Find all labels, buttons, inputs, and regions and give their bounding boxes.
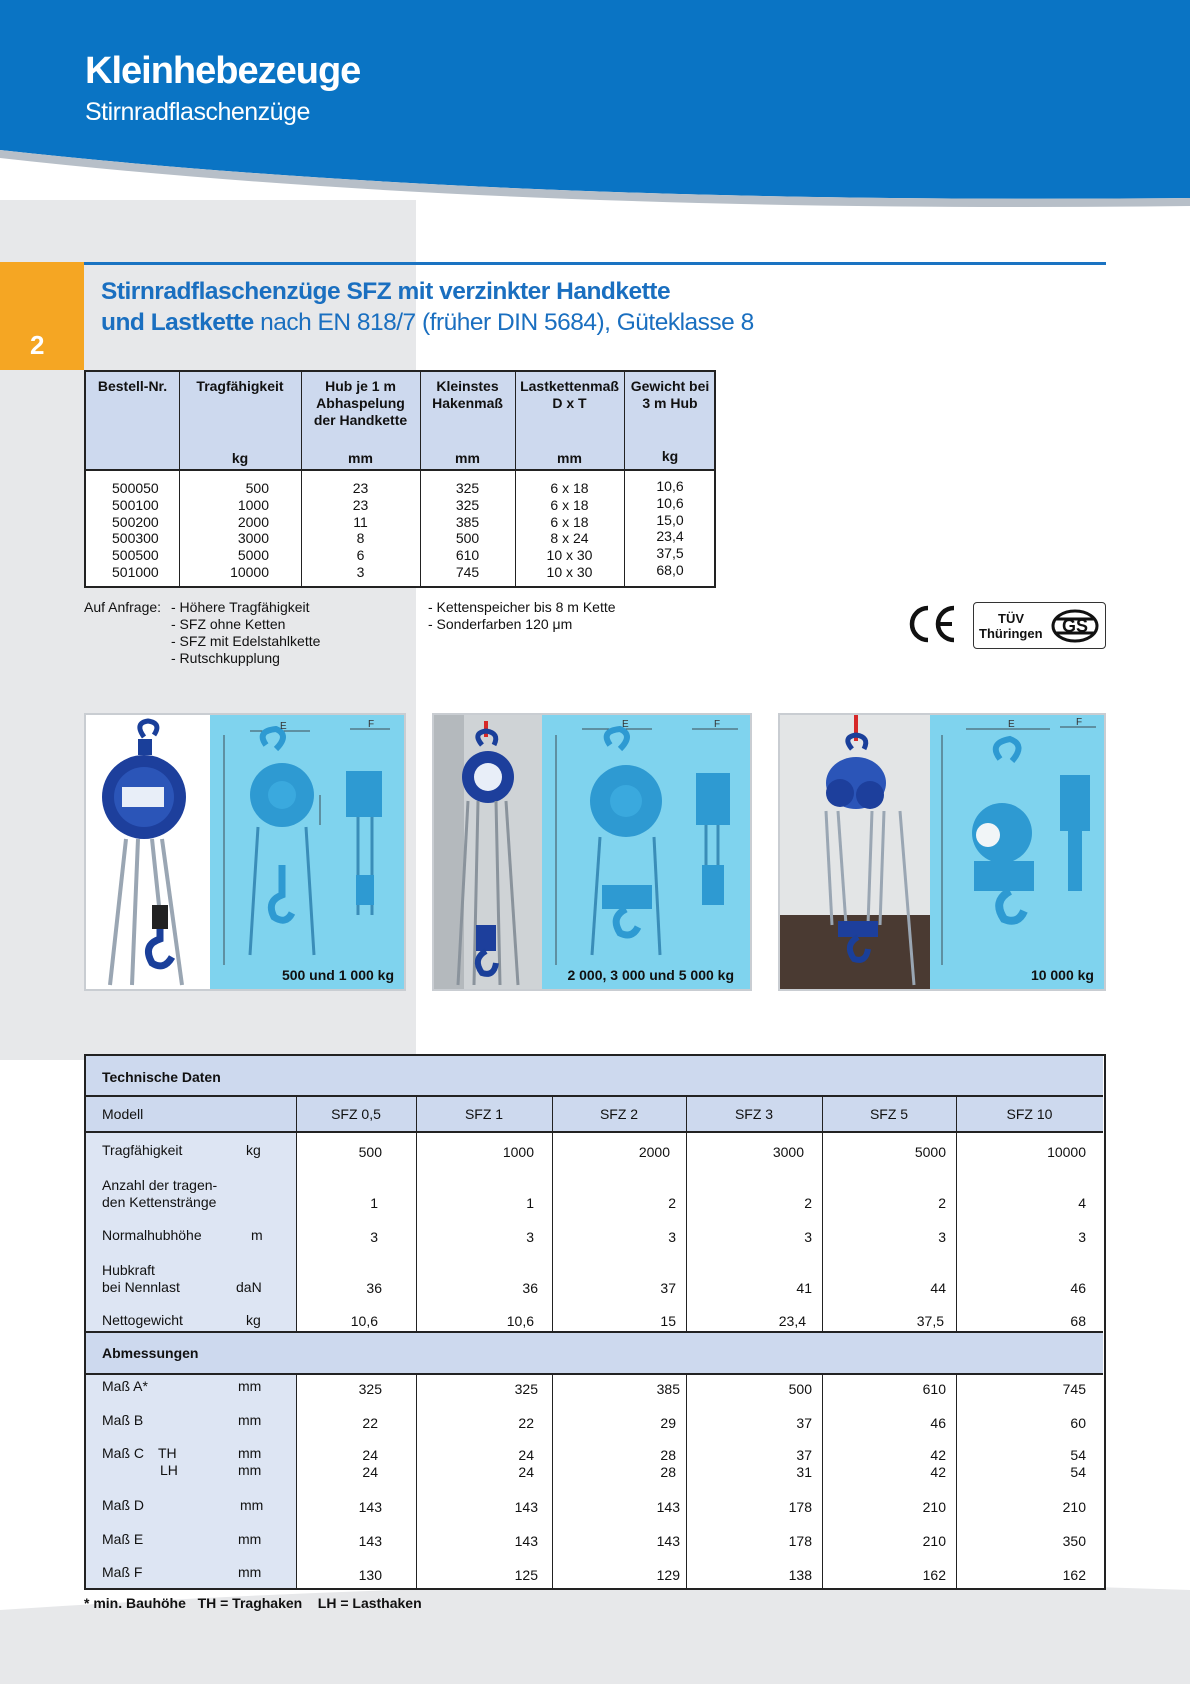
tuv-label: TÜV [998, 611, 1024, 626]
cell: 68 [1070, 1313, 1086, 1329]
model-header: SFZ 10 [1006, 1106, 1053, 1122]
section-rule [84, 262, 1106, 265]
row-unit: m [251, 1227, 263, 1243]
cell: 143 [656, 1499, 680, 1515]
col-hub [301, 480, 420, 581]
cell: 6 x 18 [550, 496, 589, 513]
cell: 129 [656, 1567, 680, 1583]
cell: 610 [455, 547, 480, 564]
unit-mm: mm [348, 450, 373, 466]
model-label: Modell [102, 1106, 144, 1122]
dims-title-band [86, 1333, 1103, 1373]
model-header: SFZ 2 [599, 1106, 639, 1122]
cell: 28 [660, 1447, 676, 1463]
cell: 10 x 30 [546, 547, 593, 564]
cell: 41 [796, 1280, 812, 1296]
svg-text:E: E [280, 721, 287, 732]
cell: 143 [358, 1499, 382, 1515]
col-tragfaehigkeit [179, 480, 269, 581]
tech-title-band [86, 1056, 1103, 1095]
row-unit: mm [238, 1378, 262, 1394]
row-unit: daN [236, 1279, 262, 1295]
cell: 745 [1062, 1381, 1086, 1397]
row-label: den Kettenstränge [102, 1194, 217, 1210]
cell: 385 [656, 1381, 680, 1397]
cell: 143 [514, 1533, 538, 1549]
cell: 28 [660, 1464, 676, 1480]
cell: 24 [362, 1464, 378, 1480]
cell: 6 [356, 547, 365, 564]
section-title [101, 276, 754, 338]
cell: 325 [514, 1381, 538, 1397]
image-caption: 10 000 kg [1030, 967, 1094, 983]
unit-kg: kg [661, 448, 679, 464]
cell: 143 [514, 1499, 538, 1515]
anfrage-list-right [428, 599, 616, 633]
cell: 8 x 24 [550, 530, 589, 547]
cell: 24 [518, 1447, 534, 1463]
cell: 29 [660, 1415, 676, 1431]
cell: 31 [796, 1464, 812, 1480]
cell: 4 [1078, 1195, 1086, 1211]
cell: 1000 [502, 1144, 534, 1160]
dimension-drawing-icon [542, 715, 750, 989]
cell: 162 [1062, 1567, 1086, 1583]
cell: 23,4 [656, 528, 684, 545]
tuv-gs-badge [973, 602, 1106, 649]
section-title-line1: Stirnradflaschenzüge SFZ mit verzinkter Handkette [101, 278, 671, 305]
row-label: Normalhubhöhe [102, 1227, 202, 1243]
col-gewicht [624, 478, 716, 579]
cell: 745 [455, 563, 480, 580]
row-sublabel: LH [160, 1462, 178, 1478]
product-image-small [84, 713, 406, 991]
row-unit: mm [238, 1445, 262, 1461]
cell: 46 [930, 1415, 946, 1431]
footnote: * min. Bauhöhe TH = Traghaken LH = Lasthaken [84, 1595, 422, 1611]
cell: 500500 [112, 547, 159, 564]
cell: 10,6 [350, 1313, 378, 1329]
header-bestellnr: Bestell-Nr. [97, 378, 168, 394]
cell: 10000 [1047, 1144, 1086, 1160]
anfrage-list-left [171, 599, 320, 667]
cell: 2000 [638, 1144, 670, 1160]
cell: 10000 [230, 563, 269, 580]
row-label: bei Nennlast [102, 1279, 180, 1295]
cell: 54 [1070, 1464, 1086, 1480]
cell: 1000 [237, 496, 269, 513]
anfrage-label: Auf Anfrage: [84, 599, 162, 615]
gs-seal-icon [1049, 607, 1101, 645]
row-unit: kg [246, 1142, 261, 1158]
cell: 44 [930, 1280, 946, 1296]
image-caption: 500 und 1 000 kg [281, 967, 394, 983]
hoist-photo-icon [434, 715, 542, 989]
cell: 37,5 [656, 545, 684, 562]
chapter-tab [0, 262, 84, 370]
header-hub: Hub je 1 m Abhaspelung der Handkette [313, 378, 408, 428]
cell: 68,0 [656, 561, 684, 578]
model-header: SFZ 5 [869, 1106, 909, 1122]
cell: 5000 [914, 1144, 946, 1160]
unit-mm: mm [455, 450, 480, 466]
cell: 500 [358, 1144, 382, 1160]
cell: 22 [518, 1415, 534, 1431]
cell: 3 [370, 1229, 378, 1245]
col-hakenmass [420, 480, 515, 581]
cell: 500 [455, 530, 480, 547]
cell: 42 [930, 1447, 946, 1463]
dims-title: Abmessungen [102, 1345, 199, 1361]
cell: 610 [922, 1381, 946, 1397]
svg-text:E: E [1008, 719, 1015, 730]
col-bestellnr [112, 480, 159, 581]
cell: 10,6 [506, 1313, 534, 1329]
row-unit: mm [238, 1531, 262, 1547]
cell: 37 [796, 1415, 812, 1431]
cell: 500050 [112, 480, 159, 496]
header-lastkettenmass: Lastkettenmaß D x T [520, 378, 619, 411]
cell: 500 [245, 480, 269, 496]
cell: 24 [518, 1464, 534, 1480]
cell: 10 x 30 [546, 563, 593, 580]
cell: 10,6 [656, 494, 684, 511]
cell: 500 [788, 1381, 812, 1397]
cell: 3 [668, 1229, 676, 1245]
col-lastkettenmass [515, 480, 624, 581]
list-item: - SFZ ohne Ketten [171, 616, 286, 632]
cell: 138 [788, 1567, 812, 1583]
row-label: Maß D [102, 1497, 144, 1513]
cell: 2 [938, 1195, 946, 1211]
tech-data-table [84, 1054, 1106, 1590]
row-sublabel: TH [158, 1445, 177, 1461]
row-label: Maß B [102, 1412, 144, 1428]
list-item: - SFZ mit Edelstahlkette [171, 633, 321, 649]
header-gewicht: Gewicht bei 3 m Hub [630, 378, 710, 411]
cell: 8 [356, 530, 365, 547]
page-number: 2 [30, 330, 45, 360]
svg-text:E: E [622, 719, 629, 730]
cell: 2 [668, 1195, 676, 1211]
cell: 23 [352, 496, 369, 513]
svg-text:F: F [368, 719, 375, 730]
tech-title: Technische Daten [102, 1069, 221, 1085]
cell: 385 [455, 513, 480, 530]
row-label: Anzahl der tragen- [102, 1177, 218, 1193]
cell: 210 [922, 1533, 946, 1549]
cell: 2000 [237, 513, 269, 530]
row-unit: mm [240, 1497, 264, 1513]
row-label: Maß F [102, 1564, 143, 1580]
section-title-line2-bold: und Lastkette [101, 309, 254, 336]
cell: 500300 [112, 530, 159, 547]
cell: 3 [356, 563, 365, 580]
ce-mark-icon [908, 604, 958, 644]
row-label: Hubkraft [102, 1262, 155, 1278]
cell: 162 [922, 1567, 946, 1583]
cell: 23 [352, 480, 369, 496]
svg-text:F: F [714, 719, 721, 730]
image-caption: 2 000, 3 000 und 5 000 kg [567, 967, 734, 983]
cell: 325 [455, 496, 480, 513]
cell: 2 [804, 1195, 812, 1211]
product-image-medium [432, 713, 752, 991]
cell: 143 [358, 1533, 382, 1549]
cell: 6 x 18 [550, 513, 589, 530]
hoist-photo-icon [86, 715, 210, 989]
cell: 54 [1070, 1447, 1086, 1463]
cell: 10,6 [656, 478, 684, 494]
cell: 501000 [112, 563, 159, 580]
list-item: - Höhere Tragfähigkeit [171, 599, 310, 615]
tuv-label-city: Thüringen [979, 626, 1043, 641]
section-title-line2-rest: nach EN 818/7 (früher DIN 5684), Güteklasse 8 [253, 309, 754, 336]
cell: 3000 [237, 530, 269, 547]
list-item: - Kettenspeicher bis 8 m Kette [428, 599, 616, 615]
cell: 37 [660, 1280, 676, 1296]
cell: 1 [526, 1195, 534, 1211]
row-label: Maß A* [102, 1378, 148, 1394]
model-header: SFZ 0,5 [331, 1106, 381, 1122]
hoist-photo-icon [780, 715, 930, 989]
product-table [84, 370, 716, 588]
header-hakenmass: Kleinstes Hakenmaß [432, 378, 503, 411]
unit-mm: mm [557, 450, 582, 466]
cell: 350 [1062, 1533, 1086, 1549]
cell: 22 [362, 1415, 378, 1431]
cell: 42 [930, 1464, 946, 1480]
dimension-drawing-icon [210, 715, 404, 989]
svg-text:F: F [1076, 717, 1083, 728]
header-tragfaehigkeit: Tragfähigkeit [196, 378, 284, 394]
cell: 125 [514, 1567, 538, 1583]
list-item: - Rutschkupplung [171, 650, 280, 666]
cell: 3 [938, 1229, 946, 1245]
cell: 325 [358, 1381, 382, 1397]
cell: 210 [922, 1499, 946, 1515]
cell: 500100 [112, 496, 159, 513]
cell: 37 [796, 1447, 812, 1463]
product-image-large [778, 713, 1106, 991]
cell: 130 [358, 1567, 382, 1583]
cell: 1 [370, 1195, 378, 1211]
cell: 143 [656, 1533, 680, 1549]
model-header: SFZ 1 [464, 1106, 504, 1122]
row-unit: mm [238, 1564, 262, 1580]
cell: 60 [1070, 1415, 1086, 1431]
cell: 3 [1078, 1229, 1086, 1245]
cell: 24 [362, 1447, 378, 1463]
row-label: Tragfähigkeit [102, 1142, 183, 1158]
cell: 46 [1070, 1280, 1086, 1296]
cell: 178 [788, 1499, 812, 1515]
row-unit: mm [238, 1412, 262, 1428]
page-subtitle: Stirnradflaschenzüge [85, 98, 310, 126]
cell: 11 [353, 513, 368, 530]
cell: 15,0 [656, 511, 684, 528]
cell: 36 [366, 1280, 382, 1296]
cell: 210 [1062, 1499, 1086, 1515]
unit-kg: kg [231, 450, 249, 466]
cell: 36 [522, 1280, 538, 1296]
row-unit: kg [246, 1312, 261, 1328]
cell: 178 [788, 1533, 812, 1549]
row-label: Maß C [102, 1445, 144, 1461]
dimension-drawing-icon [930, 715, 1104, 989]
list-item: - Sonderfarben 120 μm [428, 616, 573, 632]
row-label: Maß E [102, 1531, 144, 1547]
cell: 3000 [772, 1144, 804, 1160]
row-label: Nettogewicht [102, 1312, 183, 1328]
svg-text:GS: GS [1061, 616, 1089, 636]
cell: 3 [804, 1229, 812, 1245]
cell: 3 [526, 1229, 534, 1245]
cell: 5000 [237, 547, 269, 564]
cell: 15 [660, 1313, 676, 1329]
cell: 500200 [112, 513, 159, 530]
cell: 6 x 18 [550, 480, 589, 496]
cell: 37,5 [916, 1313, 944, 1329]
cell: 325 [455, 480, 480, 496]
row-unit: mm [238, 1462, 262, 1478]
page-title: Kleinhebezeuge [85, 50, 361, 92]
cell: 23,4 [778, 1313, 806, 1329]
model-header: SFZ 3 [734, 1106, 774, 1122]
